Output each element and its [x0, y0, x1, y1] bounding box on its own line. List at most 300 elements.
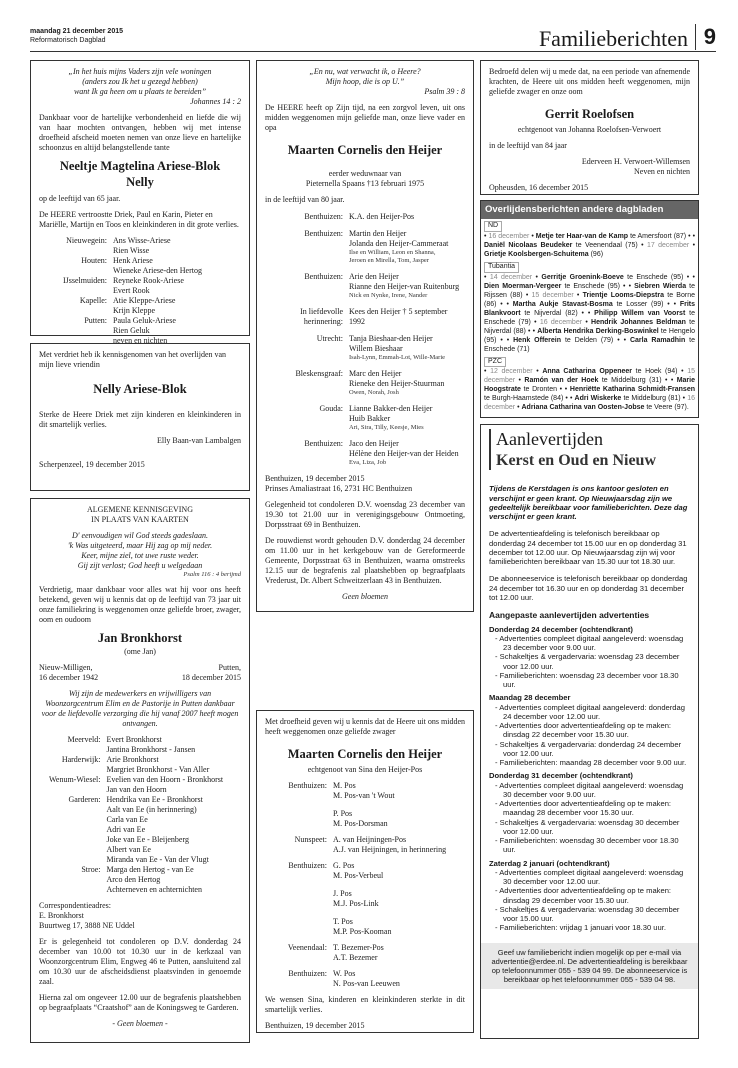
obituary-name: Anna Catharina Oppeneer: [542, 368, 633, 376]
obituary-place: te Enschede (95): [627, 273, 684, 281]
schedule-item: - Familieberichten: woensdag 30 december voor 18.30 uur.: [495, 836, 679, 855]
verse: [265, 67, 465, 87]
obituaries-nd: [481, 233, 698, 260]
relative-name: M. Pos-Dorsman: [333, 818, 388, 828]
place-label: Gouda:: [319, 404, 343, 414]
relative-name: Rien Geluk: [113, 326, 150, 336]
relative-name: Achterneven en achternichten: [106, 884, 202, 894]
schedule-item: - Familieberichten: vrijdag 1 januari voor 18.30 uur.: [495, 923, 666, 933]
obituary-place: te Burgh-Haamstede (84): [484, 395, 564, 403]
heading: ALGEMENE KENNISGEVING: [87, 505, 193, 514]
obituary-place: te Veere (97).: [646, 404, 689, 412]
relative-name: W. Pos: [333, 968, 356, 978]
relative-name: K.A. den Heijer-Pos: [349, 211, 415, 221]
place-label: [49, 835, 100, 845]
address: Prinses Amaliastraat 16, 2731 HC Benthuizen: [265, 483, 413, 493]
intro-text: Met droefheid geven wij u kennis dat de Heere uit ons midden heeft weggenomen onze geliefde zwager: [265, 717, 465, 736]
obituary-name: Grietje Koolsbergen-Schuitema: [484, 251, 589, 259]
place-label: Veenendaal:: [287, 942, 327, 952]
obituary-entry: • • Adri Wiskerke te Middelburg (81): [563, 395, 681, 403]
deceased-name: Maarten Cornelis den Heijer: [287, 747, 443, 761]
schedule-item: - Schakeltjes & vergadervaria: donderdag 24 december voor 12.00 uur.: [495, 739, 682, 758]
obituary-name: Siebren Wierda: [634, 282, 687, 290]
funeral-text: De rouwdienst wordt gehouden D.V. donderdag 24 december om 11.00 uur in het kerkgebouw van de Gereformeerde Gemeente, Dorpsstraat 63 in Benthuizen, waarna omstreeks 12.15 uur de begrafenis zal plaatshebben op begraafplaats Vrederust, Dr. Albert Schweitzerlaan 43 in Benthuizen.: [265, 535, 465, 585]
relative-group: [265, 229, 465, 265]
schedule-item: - Advertenties compleet digitaal aangeleverd: donderdag 24 december voor 12.00 uur.: [495, 702, 685, 721]
relative-names: [349, 307, 465, 327]
place-label: [63, 326, 107, 336]
relative-names: [349, 272, 465, 300]
obituary-name: Adriana Catharina van Oosten-Jobse: [521, 404, 645, 412]
relative-name: Evert Rook: [113, 286, 150, 296]
place-label: Benthuizen:: [288, 860, 327, 870]
relative-name: Joke van Ee - Bleijenberg: [106, 834, 189, 844]
relative-name: Adri van Ee: [106, 824, 146, 834]
obituaries-title: Overlijdensberichten andere dagbladen: [481, 201, 698, 219]
relative-names: [333, 943, 465, 963]
obituaries-other-papers: [480, 200, 699, 418]
obituary-place: te Amersfoort (87): [630, 233, 687, 241]
relative-name: Evelien van den Hoorn - Bronkhorst: [106, 774, 224, 784]
relatives-list: [49, 735, 241, 895]
phone-hours-text: De advertentieafdeling is telefonisch bereikbaar op donderdag 24 december tot 15.00 uur en op donderdag 31 december tot 12.00 uur. Op Nieuwjaarsdag zijn wij voor familieberichten bereikbaar van 15.30 uur tot 18.30 uur.: [489, 529, 687, 567]
place-label: Kapelle:: [79, 296, 107, 306]
obituary-place: te Middelburg (81): [623, 395, 681, 403]
place-label: Utrecht:: [316, 334, 343, 343]
text-line: D' eenvoudigen wil God steeds gadeslaan.: [72, 531, 208, 540]
obituary-date: 17 december: [646, 242, 693, 250]
death-place: Putten,: [218, 662, 241, 672]
relative-names: [349, 439, 465, 467]
relative-name: [333, 801, 465, 809]
obituary-name: Carla Ramadhin: [629, 336, 686, 344]
contact-footer: Geef uw familiebericht indien mogelijk op per e-mail via advertentie@erdee.nl. De advertentieafdeling is bereikbaar op telefoonnummer 055 - 539 04 99. De abonneeservice is bereikbaar op het telefoonnummer 055 - 539 04 98.: [481, 943, 698, 990]
place-label: Stroe:: [81, 864, 101, 874]
obituary-entry: • • Marie Hoogstrate te Dronten: [484, 377, 695, 394]
birth-place: Nieuw-Milligen,: [39, 662, 93, 672]
relative-name: Paula Geluk-Ariese: [113, 316, 176, 326]
relative-names: [349, 229, 465, 265]
relative-name: Miranda van Ee - Van der Vlugt: [106, 854, 209, 864]
schedule-list: [495, 781, 690, 855]
relative-name: M.P. Pos-Kooman: [333, 926, 392, 936]
closing-text: We wensen Sina, kinderen en kleinkinderen sterkte in dit smartelijk verlies.: [265, 994, 465, 1014]
text-line: „In het huis mijns Vaders zijn vele woningen: [68, 67, 212, 76]
relative-name: T. Bezemer-Pos: [333, 942, 384, 952]
text-line: want Ik ga heen om u plaats te bereiden”: [73, 87, 207, 96]
subheading: IN PLAATS VAN KAARTEN: [91, 515, 189, 524]
obituary-name: Henriëtte Katharina Schmidt-Fransen: [569, 386, 695, 394]
obituary-entry: • • Henriëtte Katharina Schmidt-Fransen te Burgh-Haamstede (84): [484, 386, 695, 403]
relative-group: [265, 369, 465, 397]
place-label: Nieuwegein:: [66, 236, 107, 246]
relative-name: M.J. Pos-Link: [333, 898, 379, 908]
obituary-place: te Enschede (95): [564, 282, 620, 290]
relative-names: [349, 369, 465, 397]
relatives-list: [265, 781, 465, 989]
relative-name: A. van Heijningen-Pos: [333, 834, 407, 844]
obituary-entry: • • Dien Moerman-Vergeer te Enschede (95): [484, 273, 695, 290]
intro-text: Dankbaar voor de hartelijke verbondenheid en liefde die wij van haar mochten ontvangen, hebben wij met intense droefheid afscheid moeten nemen van onze lieve en hartelijke schoonzus en altijd belangstellende tante: [39, 113, 241, 152]
place-label: Harderwijk:: [61, 754, 101, 764]
notice-neeltje: [30, 60, 250, 346]
place-date: Benthuizen, 19 december 2015: [265, 473, 365, 483]
grandchildren-line: Ilse en William, Leon en Shanna,: [349, 248, 436, 256]
relative-name: M. Pos-Verbeul: [333, 870, 384, 880]
relative-group: [265, 334, 465, 362]
relatives-list: [63, 236, 241, 346]
relative-group: [265, 835, 465, 855]
place-label: Garderen:: [68, 794, 101, 804]
relative-name: Marc den Heijer: [349, 369, 402, 379]
obituary-place: te Enschede (79): [484, 309, 695, 326]
relative-name: Tanja Bieshaar-den Heijer: [349, 334, 433, 343]
obituary-place: (96): [590, 251, 604, 259]
relative-name: J. Pos: [333, 888, 352, 898]
deceased-name: Neeltje Magtelina Ariese-Blok: [59, 159, 221, 173]
schedule-item: - Advertenties compleet digitaal aangeleverd: woensdag 23 december voor 9.00 uur.: [495, 633, 684, 653]
obituary-entry: • 14 december • Gerritje Groenink-Boeve te Enschede (95): [484, 273, 684, 281]
thanks-text: Wij zijn de medewerkers en vrijwilligers van Woonzorgcentrum Elim en de Pastorije in Putten dankbaar voor de liefdevolle verzorging die hij vanaf 2007 heeft mogen ontvangen.: [41, 688, 239, 728]
text-line: Correspondentieadres:: [39, 900, 111, 910]
relative-group: [265, 307, 465, 327]
delivery-schedule: [489, 625, 690, 933]
schedule-item: - Schakeltjes & vergadervaria: woensdag 30 december voor 15.00 uur.: [495, 904, 680, 924]
obituary-entry: • • Martha Aukje Stavast-Bosma te Losser (99): [496, 300, 664, 308]
intro-text: Verdrietig, maar dankbaar voor alles wat hij voor ons heeft betekend, geven wij u kennis dat op de leeftijd van 73 jaar uit onze familiekring is weggenomen onze geliefde broer, zwager, oom en oudoom: [39, 585, 241, 625]
relative-names: [333, 861, 465, 937]
obituary-entry: • 16 december • Adriana Catharina van Oosten-Jobse te Veere (97).: [484, 395, 696, 412]
obituary-place: te Delden (79): [564, 336, 614, 344]
place-label: [49, 875, 100, 885]
schedule-item: - Familieberichten: maandag 28 december voor 9.00 uur.: [495, 758, 687, 768]
schedule-day: Donderdag 24 december (ochtendkrant): [489, 624, 633, 634]
subscription-hours-text: De abonneeservice is telefonisch bereikbaar op donderdag 24 december tot 16.30 uur en op donderdag 31 december tot 12.00 uur.: [489, 574, 688, 602]
schedule-item: - Familieberichten: woensdag 23 december voor 18.30 uur.: [495, 670, 679, 690]
relative-name: Aalt van Ee (in herinnering): [106, 804, 197, 814]
obituary-entry: • • Carla Ramadhin te Enschede (71): [484, 336, 696, 353]
schedule-day: Donderdag 31 december (ochtendkrant): [489, 771, 633, 781]
relative-group: [265, 861, 465, 937]
closing-text: Sterke de Heere Driek met zijn kinderen en kleinkinderen in dit smartelijk verlies.: [39, 409, 241, 429]
place-label: Nunspeet:: [294, 834, 327, 844]
text-line: E. Bronkhorst: [39, 910, 84, 920]
obituary-entry: • 16 december • Metje ter Haar-van de Kamp te Amersfoort (87): [484, 233, 687, 241]
birth-date: 16 december 1942: [39, 672, 99, 682]
relative-name: Carla van Ee: [106, 814, 148, 824]
obituary-name: Daniël Nicolaas Beudeker: [484, 242, 573, 250]
signature-2: Neven en nichten: [634, 166, 690, 176]
notice-maarten-family: [256, 60, 474, 612]
text-line: (anders zou Ik het u gezegd hebben): [82, 77, 198, 86]
place-label: Benthuizen:: [304, 439, 343, 449]
obituary-place: te Nijverdal (82): [524, 309, 578, 317]
life-dates: [39, 663, 241, 683]
relative-names: [349, 212, 465, 222]
text-line: „En nu, wat verwacht ik, o Heere?: [309, 67, 421, 76]
place-date: Scherpenzeel, 19 december 2015: [39, 459, 145, 469]
relative-group: [265, 272, 465, 300]
relative-name: Martin den Heijer: [349, 228, 407, 238]
place-label: [49, 765, 100, 775]
notice-title: Aanlevertijden: [489, 429, 690, 451]
place-label: Benthuizen:: [304, 271, 343, 281]
grandchildren-line: Jeroen en Mirella, Tom, Jasper: [349, 256, 429, 264]
relative-name: Hélène den Heijer-van der Heiden: [349, 449, 459, 459]
relative-group: [265, 404, 465, 432]
schedule-list: [495, 703, 690, 768]
place-label: Benthuizen:: [288, 780, 327, 790]
obituary-entry: • • Frits Blankvoort te Nijverdal (82): [484, 300, 695, 317]
obituary-place: te Nijverdal (88): [484, 318, 695, 335]
relative-names: [349, 404, 465, 432]
obituaries-tubantia: [481, 274, 698, 355]
obituary-date: 14 december: [489, 273, 536, 281]
intro-text: Tijdens de Kerstdagen is ons kantoor gesloten en verschijnt er geen krant. Op Nieuwjaarsdag zijn we gedeeltelijk bereikbaar voor familieberichten. Deze dag verschijnt er geen krant.: [489, 484, 688, 522]
age: in de leeftijd van 84 jaar: [489, 140, 567, 150]
deceased-name: Nelly Ariese-Blok: [93, 382, 187, 396]
place-label: [63, 266, 107, 276]
relative-name: Hendrika van Ee - Bronkhorst: [106, 794, 203, 804]
obituary-date: 15 december: [484, 368, 695, 385]
text-line: Mijn hoop, die is op U.”: [325, 77, 405, 86]
adjusted-times-heading: Aangepaste aanlevertijden advertenties: [489, 610, 650, 621]
verse: [39, 67, 241, 97]
schedule-list: [495, 868, 690, 933]
verse: [39, 531, 241, 571]
deceased-alias: Nelly: [126, 174, 154, 189]
paper-tag-nd: ND: [484, 221, 502, 232]
place-label: Houten:: [81, 256, 107, 266]
relative-name: Atie Kleppe-Ariese: [113, 296, 176, 306]
delivery-times-notice: [480, 424, 699, 1039]
relative-name: Rianne den Heijer-van Ruitenburg: [349, 281, 460, 291]
obituary-date: 16 december: [539, 318, 586, 326]
place-date: Benthuizen, 19 december 2015: [265, 1020, 365, 1030]
obituary-date: 12 december: [490, 368, 537, 376]
relative-name: Kees den Heijer † 5 september 1992: [349, 307, 448, 326]
obituary-name: Hendrik Johannes Beldman: [591, 318, 686, 326]
place-label: Putten:: [84, 316, 107, 326]
obituary-place: te Borne (86): [484, 291, 695, 308]
obituary-name: Gerritje Groenink-Boeve: [541, 273, 624, 281]
correspondence-address: [39, 901, 241, 931]
place-label: [49, 805, 100, 815]
relative-name: Albert van Ee: [106, 844, 151, 854]
deceased-name: Jan Bronkhorst: [97, 631, 183, 646]
place-label: In liefdevolle herinnering:: [300, 307, 343, 326]
place-label: Wenum-Wiesel:: [49, 774, 101, 784]
place-label: [49, 785, 100, 795]
relatives-list: [265, 212, 465, 468]
place-label: Benthuizen:: [304, 228, 343, 238]
death-date: 18 december 2015: [181, 672, 241, 682]
obituary-date: 16 december: [488, 233, 532, 241]
notice-jan-bronkhorst: [30, 498, 250, 1043]
relative-name: Jaco den Heijer: [349, 439, 399, 449]
obituary-name: Frits Blankvoort: [484, 300, 695, 317]
obituary-place: te Enschede (71): [484, 336, 696, 353]
relative-name: G. Pos: [333, 860, 355, 870]
schedule-day: Zaterdag 2 januari (ochtendkrant): [489, 858, 610, 868]
place-label: Meerveld:: [67, 734, 101, 744]
condolence-text: Er is gelegenheid tot condoleren op D.V. donderdag 24 december van 10.00 tot 10.30 uur in de kerkzaal van Woonzorgcentrum Elim, Engweg 46 te Putten, aansluitend zal om 10.30 uur de afscheidsdienst plaatsvinden in genoemde zaal.: [39, 936, 241, 986]
relative-name: Willem Bieshaar: [349, 344, 403, 353]
schedule-list: [495, 634, 690, 690]
relative-name: M. Pos: [333, 780, 356, 790]
relative-name: Jantina Bronkhorst - Jansen: [106, 744, 196, 754]
relative-name: P. Pos: [333, 808, 353, 818]
obituary-date: 16 december: [484, 395, 696, 412]
relative-name: Ans Wisse-Ariese: [113, 236, 171, 246]
place-label: Benthuizen:: [304, 211, 343, 221]
verse-ref: Johannes 14 : 2: [190, 97, 241, 106]
relative-name: Wieneke Ariese-den Hertog: [113, 266, 202, 276]
sub-line-2: Pieternella Spaans †13 februari 1975: [305, 178, 425, 188]
obituary-name: Metje ter Haar-van de Kamp: [535, 233, 629, 241]
obituary-place: te Hengelo (95): [484, 327, 696, 344]
obituary-entry: • • Alberta Hendrika Derking-Boswinkel te Hengelo (95): [484, 327, 696, 344]
relative-group: [265, 212, 465, 222]
schedule-day: Maandag 28 december: [489, 693, 571, 703]
obituary-place: te Dronten: [523, 386, 558, 394]
relative-names: [333, 781, 465, 829]
intro-text: Met verdriet heb ik kennisgenomen van het overlijden van mijn lieve vriendin: [39, 350, 227, 369]
age: in de leeftijd van 80 jaar.: [265, 194, 345, 204]
text-line: Keer, mijne ziel, tot uwe ruste weder.: [81, 551, 199, 560]
place-label: [63, 306, 107, 316]
obituary-place: te Rijssen (88): [484, 282, 695, 299]
relative-names: [333, 835, 465, 855]
relative-name: N. Pos-van Leeuwen: [333, 978, 400, 988]
obituary-name: Philipp Willem van Voorst: [594, 309, 686, 317]
obituary-name: Henk Offerein: [513, 336, 562, 344]
place-label: Benthuizen:: [288, 968, 327, 978]
relative-name: Huib Bakker: [349, 414, 391, 424]
relative-group: [265, 943, 465, 963]
relative-name: A.J. van Heijningen, in herinnering: [333, 844, 447, 854]
text-line: Buurtweg 17, 3888 NE Uddel: [39, 920, 135, 930]
grandchildren-line: Isah-Lynn, Emmah-Lot, Wille-Marie: [349, 354, 446, 361]
notice-subtitle: Kerst en Oud en Nieuw: [489, 451, 690, 471]
obituary-name: Martha Aukje Stavast-Bosma: [512, 300, 613, 308]
relative-name: Rieneke den Heijer-Stuurman: [349, 379, 445, 389]
place-label: [63, 286, 107, 296]
schedule-item: - Advertenties door advertentieafdeling op te maken: dinsdag 29 december voor 15.30 uur.: [495, 886, 672, 905]
place-label: [49, 825, 100, 835]
relative-name: Evert Bronkhorst: [106, 734, 162, 744]
deceased-name: Gerrit Roelofsen: [544, 107, 635, 121]
grandchildren-line: Owen, Norah, Josh: [349, 389, 399, 397]
obituary-entry: • • Henk Offerein te Delden (79): [496, 336, 614, 344]
schedule-item: - Advertenties compleet digitaal aangeleverd: woensdag 30 december voor 12.00 uur.: [495, 867, 684, 887]
obituary-entry: • 17 december • Grietje Koolsbergen-Schuitema (96): [484, 242, 696, 259]
no-flowers: - Geen bloemen -: [112, 1018, 168, 1028]
grandchildren-line: Nick en Nynke, Irene, Nander: [349, 291, 428, 299]
relative-group: [265, 969, 465, 989]
relative-name: Arco den Hertog: [106, 874, 161, 884]
obituaries-pzc: [481, 368, 698, 413]
place-label: Bleskensgraaf:: [295, 369, 343, 379]
schedule-item: - Advertenties door advertentieafdeling op te maken: maandag 28 december voor 15.30 uur.: [495, 799, 672, 818]
place-label: [49, 845, 100, 855]
obituary-entry: • • Siebren Wierda te Rijssen (88): [484, 282, 695, 299]
place-label: [49, 745, 100, 755]
place-label: IJsselmuiden:: [63, 276, 107, 286]
section-title: Familieberichten: [538, 26, 688, 51]
place-label: [49, 885, 100, 895]
spouse-line: echtgenoot van Johanna Roelofsen-Verwoert: [517, 124, 662, 134]
obituary-entry: • 12 december • Anna Catharina Oppeneer te Hoek (94): [484, 368, 678, 376]
relative-name: Jan van den Hoorn: [106, 784, 167, 794]
relative-name: [333, 881, 465, 889]
schedule-item: - Schakeltjes & vergadervaria: woensdag 30 december voor 12.00 uur.: [495, 817, 680, 836]
relative-name: Rien Wisse: [113, 246, 150, 256]
place-label: [49, 855, 100, 865]
relative-name: Lianne Bakker-den Heijer: [349, 404, 433, 414]
obituary-date: 15 december: [531, 291, 577, 299]
schedule-item: - Advertenties door advertentieafdeling op te maken: dinsdag 22 december voor 15.30 uur.: [495, 721, 672, 740]
relative-group: [265, 439, 465, 467]
text-line: 'k Was uitgeteerd, maar Hij zag op mij neder.: [67, 541, 213, 550]
verse-ref: Psalm 39 : 8: [424, 87, 465, 96]
intro-text: Bedroefd delen wij u mede dat, na een periode van afnemende krachten, de Heere uit ons midden heeft weggenomen, mijn geliefde zwager en onze oom: [489, 67, 690, 96]
relative-names: [333, 969, 465, 989]
place-date: Opheusden, 16 december 2015: [489, 182, 589, 192]
verse-ref: Psalm 116 : 4 berijmd: [183, 571, 241, 578]
paper-tag-pzc: PZC: [484, 357, 506, 368]
notice-gerrit-roelofsen: [480, 60, 699, 195]
obituary-entry: • • Philipp Willem van Voorst te Enschede (79): [484, 309, 695, 326]
no-flowers: Geen bloemen: [342, 591, 388, 601]
obituary-entry: • 15 december • Ramón van der Hoek te Middelburg (31): [484, 368, 695, 385]
notice-maarten-brother-in-law: [256, 710, 474, 1033]
obituary-name: Marie Hoogstrate: [484, 377, 695, 394]
paper-name: Reformatorisch Dagblad: [30, 37, 106, 44]
relative-names: [349, 334, 465, 362]
relative-name: A.T. Bezemer: [333, 952, 378, 962]
funeral-text: Hierna zal om ongeveer 12.00 uur de begrafenis plaatshebben op begraafplaats “Craatshof” aan de Koningsweg te Garderen.: [39, 992, 241, 1012]
grandchildren-line: Ari, Sira, Tilly, Keesje, Mies: [349, 424, 424, 432]
signature: Elly Baan-van Lambalgen: [157, 435, 241, 445]
obituary-place: te Veenendaal (75): [575, 242, 638, 250]
obituary-place: te Losser (99): [616, 300, 664, 308]
issue-date: maandag 21 december 2015: [30, 28, 123, 35]
sub-line-1: eerder weduwnaar van: [328, 168, 402, 178]
obituary-entry: • 15 december • Trientje Looms-Diepstra te Borne (86): [484, 291, 695, 308]
intro-text: De HEERE heeft op Zijn tijd, na een zorgvol leven, uit ons midden weggenomen mijn geliefde man, onze lieve vader en opa: [265, 103, 465, 132]
relative-name: Reyneke Rook-Ariese: [113, 276, 184, 286]
place-label: [49, 815, 100, 825]
paper-tag-tubantia: Tubantia: [484, 262, 519, 273]
relative-name: [333, 909, 465, 917]
page-header: [30, 24, 716, 52]
obituary-name: Trientje Looms-Diepstra: [582, 291, 665, 299]
relative-name: Marga den Hertog - van Ee: [106, 864, 194, 874]
spouse-line: echtgenoot van Sina den Heijer-Pos: [307, 764, 423, 774]
deceased-name: Maarten Cornelis den Heijer: [287, 143, 443, 157]
obituary-name: Dien Moerman-Vergeer: [484, 282, 562, 290]
relative-name: Margriet Bronkhorst - Van Aller: [106, 764, 210, 774]
obituary-entry: • 16 december • Hendrik Johannes Beldman te Nijverdal (88): [484, 318, 695, 335]
signature-1: Ederveen H. Verwoert-Willemsen: [581, 156, 690, 166]
relative-group: [265, 781, 465, 829]
condolence-text: Gelegenheid tot condoleren D.V. woensdag 23 december van 19.30 tot 21.00 uur in verenigingsgebouw Ontmoeting, Dorpsstraat 69 in Benthuizen.: [265, 499, 465, 529]
relative-name: M. Pos-van 't Wout: [333, 790, 395, 800]
place-label: [63, 246, 107, 256]
obituary-place: te Hoek (94): [635, 368, 678, 376]
relative-name: Henk Ariese: [113, 256, 153, 266]
